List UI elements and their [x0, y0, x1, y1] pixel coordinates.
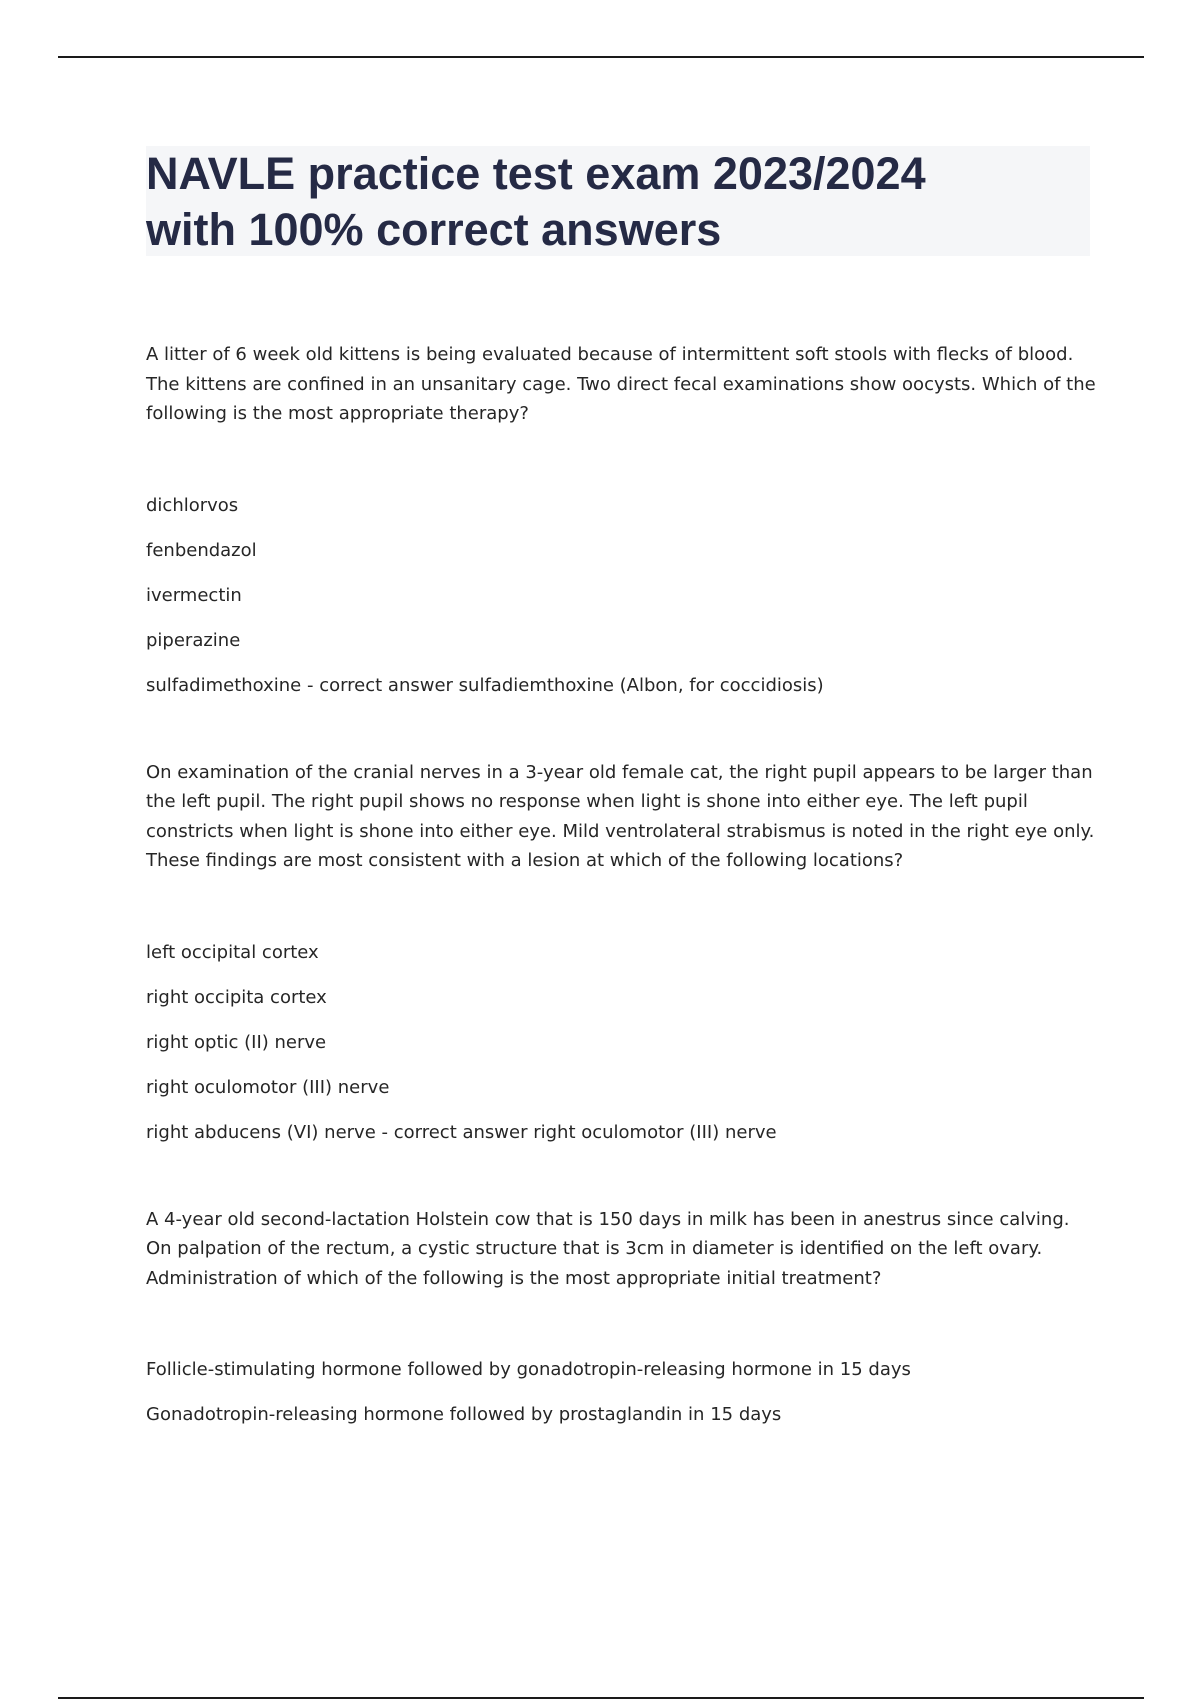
answer-option: fenbendazol [146, 539, 257, 561]
answer-option: Gonadotropin-releasing hormone followed by prostaglandin in 15 days [146, 1404, 782, 1425]
question-text: A 4-year old second-lactation Holstein cow that is 150 days in milk has been in anestrus since calving. On palpation of the rectum, a cystic structure that is 3cm in diameter is identified on the left ovary. Administration of which of the following is the most appropriate initial treatment? [146, 1208, 1070, 1289]
answer-options [146, 1347, 1096, 1437]
question-text: On examination of the cranial nerves in a 3-year old female cat, the right pupil appears to be larger than the left pupil. The right pupil shows no response when light is shone into either eye. The left pupil constricts when light is shone into either eye. Mild ventrolateral strabismus is noted in the right eye only. These findings are most consistent with a lesion at which of the following locations? [146, 761, 1095, 871]
title-line-2: with 100% correct answers [146, 204, 722, 255]
answer-option: Follicle-stimulating hormone followed by gonadotropin-releasing hormone in 15 days [146, 1359, 911, 1380]
question-block-3 [146, 1205, 1096, 1438]
question-block-1 [146, 340, 1096, 708]
document-body [146, 340, 1096, 1437]
answer-options [146, 483, 1096, 708]
footer-rule [58, 1697, 1144, 1699]
answer-options [146, 930, 1096, 1155]
answer-option: ivermectin [146, 584, 242, 606]
title-line-1: NAVLE practice test exam 2023/2024 [146, 148, 926, 199]
question-text: A litter of 6 week old kittens is being evaluated because of intermittent soft stools with flecks of blood. The kittens are confined in an unsanitary cage. Two direct fecal examinations show oocysts. Which of the following is the most appropriate therapy? [146, 344, 1096, 424]
answer-option: right optic (II) nerve [146, 1031, 327, 1053]
answer-option: right occipita cortex [146, 986, 327, 1008]
answer-option: right oculomotor (III) nerve [146, 1076, 390, 1098]
header-rule [58, 56, 1144, 58]
document-title [146, 146, 1090, 258]
answer-option-with-answer: sulfadimethoxine - correct answer sulfadiemthoxine (Albon, for coccidiosis) [146, 674, 824, 696]
answer-option-with-answer: right abducens (VI) nerve - correct answer right oculomotor (III) nerve [146, 1121, 777, 1143]
answer-option: left occipital cortex [146, 941, 319, 963]
answer-option: dichlorvos [146, 494, 239, 516]
question-block-2 [146, 758, 1096, 1155]
answer-option: piperazine [146, 629, 241, 651]
